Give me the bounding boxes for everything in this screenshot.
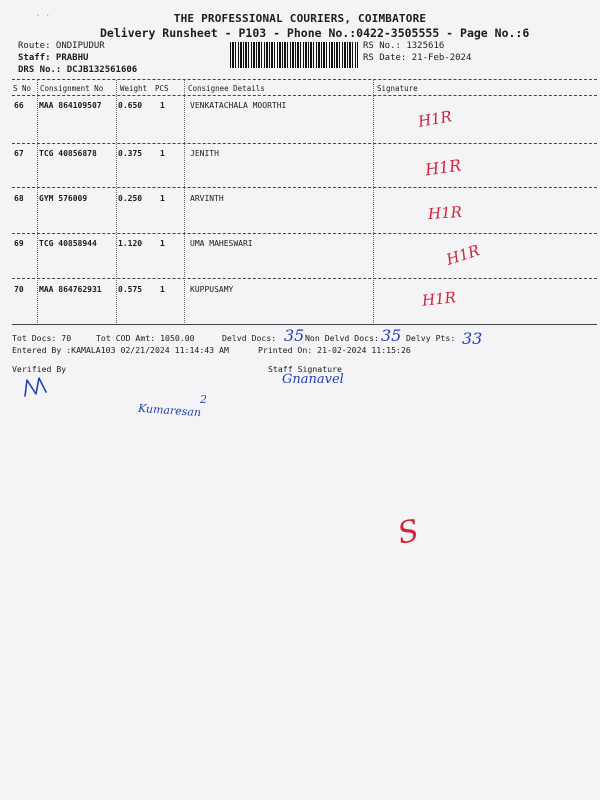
staff: Staff: PRABHU bbox=[18, 53, 89, 63]
col-divider bbox=[116, 80, 117, 325]
row-signature: H1R bbox=[416, 107, 454, 131]
route: Route: ONDIPUDUR bbox=[18, 41, 105, 51]
verifier-signature bbox=[22, 374, 52, 400]
table-header-rule bbox=[12, 95, 597, 96]
row-consignee: KUPPUSAMY bbox=[190, 285, 234, 294]
runsheet-title: Delivery Runsheet - P103 - Phone No.:0422-3505555 - Page No.:6 bbox=[100, 26, 530, 40]
row-weight: 0.575 bbox=[118, 285, 143, 294]
print-speck: ` ` bbox=[36, 14, 51, 23]
table-top-rule bbox=[12, 79, 597, 80]
row-sno: 70 bbox=[14, 285, 24, 294]
row-pcs: 1 bbox=[160, 285, 165, 294]
delivery-points-label: Delvy Pts: bbox=[406, 333, 456, 343]
delivery-points-value: 33 bbox=[462, 329, 483, 348]
header-consignee: Consignee Details bbox=[188, 84, 265, 93]
row-pcs: 1 bbox=[160, 149, 165, 158]
row-sno: 69 bbox=[14, 239, 24, 248]
handwritten-note: Kumaresan bbox=[137, 401, 202, 420]
row-consignee: JENITH bbox=[190, 149, 219, 158]
row-consignee: VENKATACHALA MOORTHI bbox=[190, 101, 287, 110]
row-signature: H1R bbox=[427, 202, 463, 224]
row-weight: 0.375 bbox=[118, 149, 143, 158]
row-consignment: TCG 40856878 bbox=[39, 149, 97, 158]
staff-handwritten-signature: Gnanavel bbox=[282, 372, 344, 387]
header-pcs: PCS bbox=[155, 84, 169, 93]
header-weight: Weight bbox=[120, 84, 148, 93]
row-pcs: 1 bbox=[160, 101, 165, 110]
header-consignment: Consignment No bbox=[40, 84, 104, 93]
rs-date: RS Date: 21-Feb-2024 bbox=[363, 53, 472, 63]
row-rule bbox=[12, 233, 597, 234]
header-sno: S No bbox=[13, 84, 32, 93]
entered-by: Entered By :KAMALA103 02/21/2024 11:14:43 AM bbox=[12, 345, 229, 355]
handwritten-number: 2 bbox=[200, 393, 207, 406]
row-weight: 0.250 bbox=[118, 194, 143, 203]
row-rule bbox=[12, 187, 597, 188]
barcode bbox=[230, 42, 358, 68]
row-signature: H1R bbox=[423, 155, 463, 180]
delivered-docs-value: 35 bbox=[284, 326, 305, 345]
staff-signature-label: Staff Signature bbox=[268, 364, 342, 374]
row-rule bbox=[12, 143, 597, 144]
row-rule bbox=[12, 278, 597, 279]
row-consignee: UMA MAHESWARI bbox=[190, 239, 253, 248]
red-handwritten-mark: S bbox=[394, 513, 422, 552]
row-consignment: GYM 576009 bbox=[39, 194, 88, 203]
row-pcs: 1 bbox=[160, 239, 165, 248]
row-consignment: MAA 864762931 bbox=[39, 285, 102, 294]
drs-number: DRS No.: DCJB132561606 bbox=[18, 65, 138, 75]
row-signature: H1R bbox=[421, 288, 457, 310]
row-sno: 67 bbox=[14, 149, 24, 158]
row-sno: 66 bbox=[14, 101, 24, 110]
row-pcs: 1 bbox=[160, 194, 165, 203]
company-name: THE PROFESSIONAL COURIERS, COIMBATORE bbox=[173, 12, 427, 25]
row-sno: 68 bbox=[14, 194, 24, 203]
table-bottom-rule bbox=[12, 324, 597, 325]
printed-on: Printed On: 21-02-2024 11:15:26 bbox=[258, 345, 411, 355]
non-delivered-docs-value: 35 bbox=[381, 326, 402, 345]
col-divider bbox=[184, 80, 185, 325]
row-weight: 0.650 bbox=[118, 101, 143, 110]
col-divider bbox=[37, 80, 38, 325]
col-divider bbox=[373, 80, 374, 325]
non-delivered-docs-label: Non Delvd Docs: bbox=[305, 333, 379, 343]
total-docs: Tot Docs: 70 bbox=[12, 333, 72, 343]
delivered-docs-label: Delvd Docs: bbox=[222, 333, 277, 343]
row-consignment: TCG 40858944 bbox=[39, 239, 97, 248]
row-consignee: ARVINTH bbox=[190, 194, 224, 203]
verified-by-label: Verified By bbox=[12, 364, 67, 374]
row-consignment: MAA 864109507 bbox=[39, 101, 102, 110]
rs-number: RS No.: 1325616 bbox=[363, 41, 445, 51]
row-signature: H1R bbox=[444, 241, 482, 269]
row-weight: 1.120 bbox=[118, 239, 143, 248]
header-signature: Signature bbox=[377, 84, 418, 93]
total-cod-amount: Tot COD Amt: 1050.00 bbox=[96, 333, 195, 343]
